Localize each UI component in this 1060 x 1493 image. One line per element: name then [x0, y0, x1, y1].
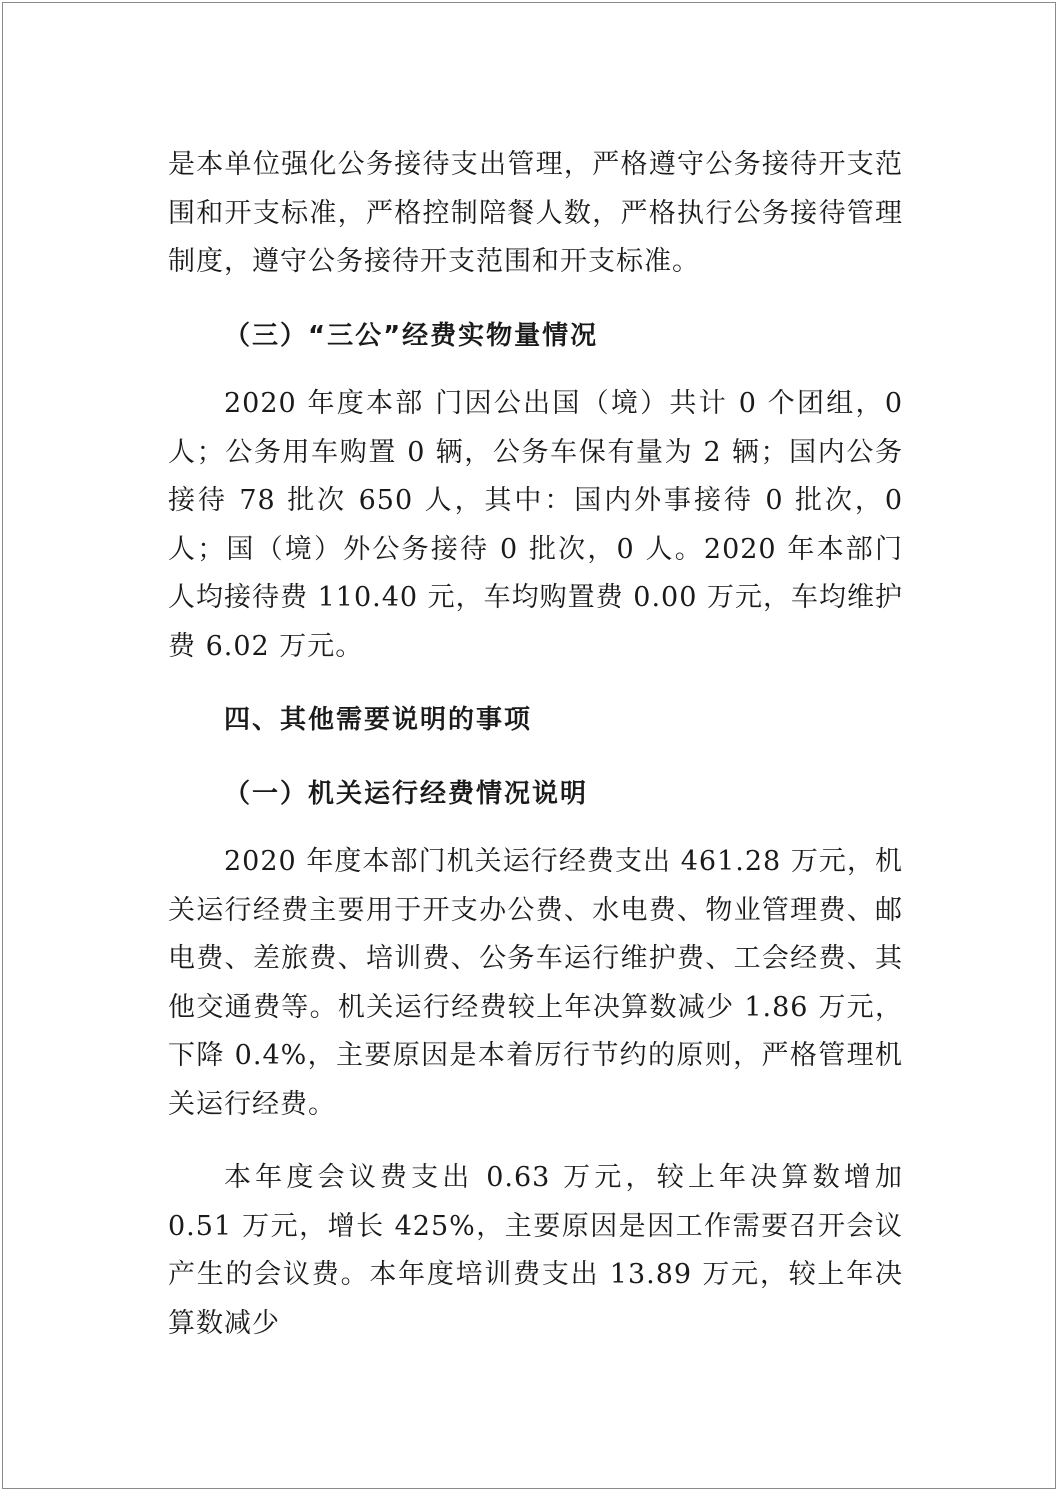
- heading-other-matters: 四、其他需要说明的事项: [224, 705, 533, 735]
- paragraph-reception-management: 是本单位强化公务接待支出管理，严格遵守公务接待开支范围和开支标准，严格控制陪餐人数，严格执行公务接待管理制度，遵守公务接待开支范围和开支标准。: [168, 149, 903, 277]
- paragraph-meeting-training-expenses: 本年度会议费支出 0.63 万元，较上年决算数增加 0.51 万元，增长 425%，主要原因是因工作需要召开会议产生的会议费。本年度培训费支出 13.89 万元，较上年决算数减少: [168, 1162, 903, 1339]
- heading-san-gong-physical-quantity: （三）“三公”经费实物量情况: [224, 320, 599, 351]
- paragraph-operating-expenses: 2020 年度本部门机关运行经费支出 461.28 万元，机关运行经费主要用于开支办公费、水电费、物业管理费、邮电费、差旅费、培训费、公务车运行维护费、工会经费、其他交通费等。机关运行经费较上年决算数减少 1.86 万元，下降 0.4%，主要原因是本着厉行节约的原则，严格管理机关运行经费。: [168, 846, 903, 1120]
- paragraph-san-gong-quantities: 2020 年度本部 门因公出国（境）共计 0 个团组，0 人；公务用车购置 0 辆，公务车保有量为 2 辆；国内公务接待 78 批次 650 人，其中：国内外事接待 0 批次，0 人；国（境）外公务接待 0 批次，0 人。2020 年本部门人均接待费 110.40 元，车均购置费 0.00 万元，车均维护费 6.02 万元。: [168, 388, 903, 662]
- document-page: [2, 2, 1056, 1489]
- heading-operating-expenses: （一）机关运行经费情况说明: [224, 778, 589, 809]
- document-body: [168, 141, 903, 1348]
